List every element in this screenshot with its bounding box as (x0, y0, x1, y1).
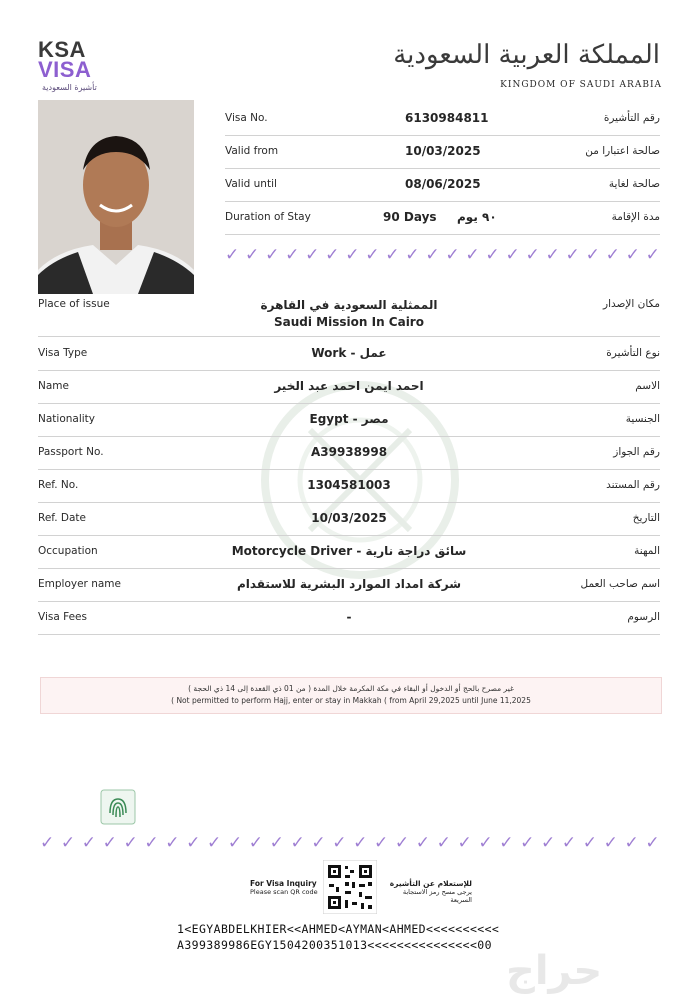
field-label-ar: رقم المستند (606, 479, 660, 491)
check-icon: ✓ (207, 833, 222, 853)
check-icon: ✓ (485, 245, 500, 265)
field-value: 90 Days (383, 210, 437, 224)
field-label-ar: مدة الإقامة (611, 211, 660, 223)
check-icon: ✓ (499, 833, 514, 853)
check-icon: ✓ (603, 833, 618, 853)
kingdom-title-english: KINGDOM OF SAUDI ARABIA (500, 80, 662, 90)
field-label-ar: صالحة لغاية (608, 178, 660, 190)
fingerprint-icon (100, 789, 136, 825)
field-value: Egypt - مصر (309, 412, 389, 426)
check-icon: ✓ (374, 833, 389, 853)
check-icon: ✓ (144, 833, 159, 853)
field-row-valid-from (225, 135, 660, 169)
check-icon: ✓ (645, 833, 660, 853)
check-icon: ✓ (525, 245, 540, 265)
check-icon: ✓ (353, 833, 368, 853)
hajj-notice (40, 677, 662, 714)
check-icon: ✓ (40, 833, 55, 853)
field-label-ar: نوع التأشيرة (606, 347, 660, 359)
field-label-ar: الاسم (635, 380, 660, 392)
check-icon: ✓ (457, 833, 472, 853)
field-row-nationality (38, 403, 660, 437)
inquiry-en-sub: Please scan QR code (250, 888, 318, 896)
field-value: Work - عمل (311, 346, 387, 360)
logo-subtitle: تأشيرة السعودية (42, 83, 97, 92)
check-icon: ✓ (645, 245, 660, 265)
field-label-en: Occupation (38, 545, 98, 557)
field-label-ar: رقم الجواز (613, 446, 660, 458)
check-icon: ✓ (123, 833, 138, 853)
check-icon: ✓ (81, 833, 96, 853)
holder-photo (38, 100, 194, 294)
check-icon: ✓ (225, 245, 240, 265)
check-icon: ✓ (102, 833, 117, 853)
check-icon: ✓ (624, 833, 639, 853)
field-row-valid-until (225, 168, 660, 202)
field-label-en: Nationality (38, 413, 96, 425)
check-icon: ✓ (165, 833, 180, 853)
field-value: Saudi Mission In Cairo (274, 315, 424, 329)
field-label-ar: الجنسية (625, 413, 660, 425)
field-row-place-of-issue (38, 292, 660, 337)
field-label-en: Valid from (225, 145, 279, 157)
check-icon: ✓ (285, 245, 300, 265)
check-icon: ✓ (478, 833, 493, 853)
check-icon: ✓ (265, 245, 280, 265)
field-label-en: Employer name (38, 578, 121, 590)
field-row-name (38, 370, 660, 404)
field-value: 6130984811 (405, 111, 489, 125)
field-label-en: Ref. Date (38, 512, 86, 524)
logo-brand: KSA (38, 37, 86, 62)
field-row-visa-no (225, 102, 660, 136)
inquiry-ar (382, 879, 472, 904)
field-label-en: Place of issue (38, 298, 110, 310)
field-label-en: Visa Fees (38, 611, 87, 623)
check-icon: ✓ (520, 833, 535, 853)
field-value-arabic: الممثلية السعودية في القاهرة (260, 298, 438, 312)
field-row-duration (225, 201, 660, 235)
field-row-occupation (38, 535, 660, 569)
field-label-ar: رقم التأشيرة (603, 112, 660, 124)
check-icon: ✓ (605, 245, 620, 265)
check-icon: ✓ (60, 833, 76, 853)
check-icon: ✓ (305, 245, 320, 265)
field-value: احمد ايمن احمد عبد الخير (274, 379, 424, 393)
check-icon: ✓ (394, 833, 410, 853)
check-icon: ✓ (415, 833, 430, 853)
check-icon: ✓ (227, 833, 243, 853)
inquiry-ar-title: للإستعلام عن التأشيرة (389, 879, 472, 888)
check-icon: ✓ (311, 833, 326, 853)
check-icon: ✓ (436, 833, 451, 853)
check-icon: ✓ (582, 833, 597, 853)
check-icon: ✓ (332, 833, 347, 853)
notice-english: ( Not permitted to perform Hajj, enter or stay in Makkah ( from April 29,2025 until June 11,2025 (171, 696, 531, 705)
logo-visa: VISA (38, 57, 92, 82)
field-value: - (346, 610, 352, 624)
check-icon: ✓ (325, 245, 340, 265)
field-label-ar: صالحة اعتبارا من (585, 145, 660, 157)
check-icon: ✓ (345, 245, 360, 265)
field-value: 10/03/2025 (311, 511, 387, 525)
check-icon: ✓ (545, 245, 560, 265)
security-checkmark-strip-bottom (40, 833, 660, 853)
field-label-en: Duration of Stay (225, 211, 311, 223)
field-row-visa-fees (38, 601, 660, 635)
check-icon: ✓ (541, 833, 556, 853)
field-value: شركة امداد الموارد البشرية للاستقدام (236, 577, 462, 591)
check-icon: ✓ (405, 245, 420, 265)
mrz-line-1: 1<EGYABDELKHIER<<AHMED<AYMAN<AHMED<<<<<<<<<< (177, 922, 500, 936)
check-icon: ✓ (625, 245, 640, 265)
field-label-ar: الرسوم (627, 611, 660, 623)
check-icon: ✓ (561, 833, 577, 853)
qr-code-icon[interactable] (323, 860, 377, 914)
check-icon: ✓ (186, 833, 201, 853)
check-icon: ✓ (385, 245, 400, 265)
haraj-watermark: حراج (506, 948, 603, 994)
check-icon: ✓ (365, 245, 380, 265)
inquiry-en-title: For Visa Inquiry (250, 879, 317, 888)
check-icon: ✓ (505, 245, 520, 265)
check-icon: ✓ (290, 833, 305, 853)
field-value: 10/03/2025 (405, 144, 481, 158)
portrait-icon (38, 100, 194, 294)
check-icon: ✓ (445, 245, 460, 265)
field-value: A39938998 (310, 445, 388, 459)
ksa-visa-logo (38, 37, 92, 82)
field-label-en: Visa Type (38, 347, 88, 359)
field-label-en: Valid until (225, 178, 277, 190)
field-row-visa-type (38, 337, 660, 371)
field-row-passport-no (38, 436, 660, 470)
inquiry-ar-sub: يرجى مسح رمز الاستجابة السريعة (402, 888, 472, 904)
inquiry-en (250, 879, 318, 896)
field-row-employer-name (38, 568, 660, 602)
field-label-en: Ref. No. (38, 479, 79, 491)
field-row-ref-no (38, 469, 660, 503)
field-label-ar: المهنة (634, 545, 660, 557)
field-value: 08/06/2025 (405, 177, 481, 191)
check-icon: ✓ (585, 245, 600, 265)
field-label-ar: اسم صاحب العمل (580, 578, 660, 590)
field-label-ar: التاريخ (632, 512, 660, 524)
field-label-ar: مكان الإصدار (603, 298, 660, 310)
field-value-arabic: ٩٠ يوم (457, 210, 497, 224)
field-label-en: Passport No. (38, 446, 104, 458)
field-value: سائق دراجة نارية - Motorcycle Driver (231, 544, 467, 558)
check-icon: ✓ (425, 245, 440, 265)
field-row-ref-date (38, 502, 660, 536)
security-checkmark-strip (225, 245, 660, 265)
field-value: 1304581003 (307, 478, 391, 492)
check-icon: ✓ (269, 833, 284, 853)
field-label-en: Name (38, 380, 69, 392)
notice-arabic: غير مصرح بالحج أو الدخول أو البقاء في مكة المكرمة خلال المدة ( من 01 ذي القعدة إلى 14 ذي الحجة ) (188, 684, 514, 693)
check-icon: ✓ (465, 245, 480, 265)
field-label-en: Visa No. (225, 112, 268, 124)
check-icon: ✓ (248, 833, 263, 853)
mrz-line-2: A399389986EGY1504200351013<<<<<<<<<<<<<<<00 (177, 938, 492, 952)
check-icon: ✓ (565, 245, 580, 265)
check-icon: ✓ (245, 245, 260, 265)
kingdom-title-arabic: المملكة العربية السعودية (393, 40, 660, 70)
